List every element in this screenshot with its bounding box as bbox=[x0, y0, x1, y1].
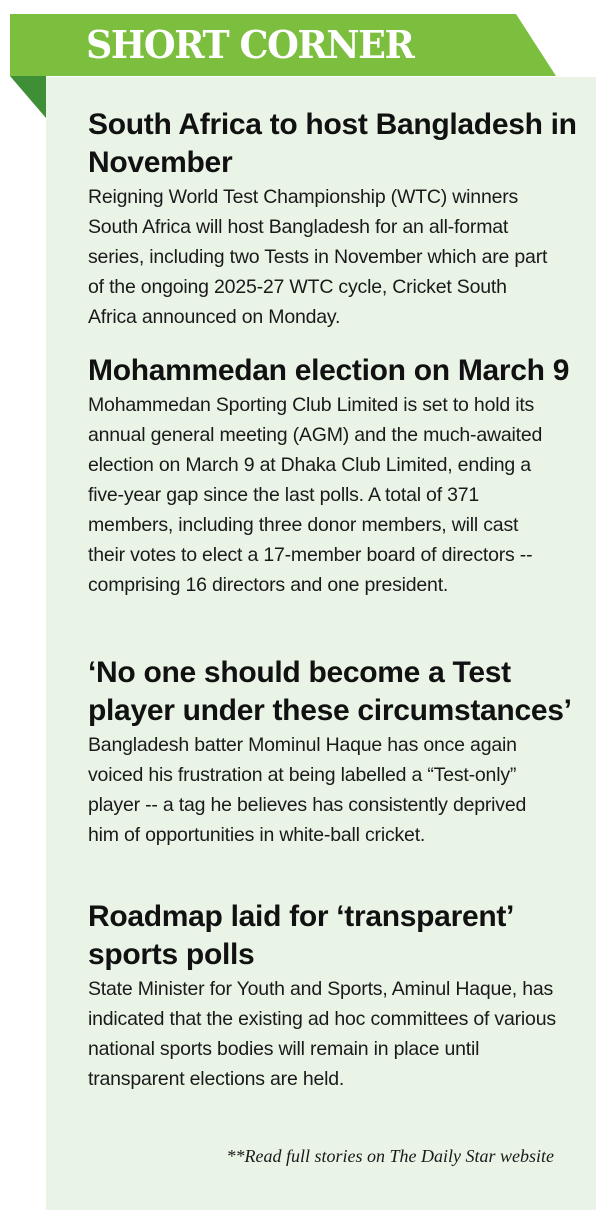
story-body: State Minister for Youth and Sports, Aminul Haque, has indicated that the existing ad hoc committees of various national sports bodies will remain in place until transparent elections are held. bbox=[88, 978, 556, 1090]
section-title: SHORT CORNER bbox=[86, 22, 414, 67]
story-south-africa-tour bbox=[88, 106, 578, 332]
story-mominul-test-player bbox=[88, 654, 578, 850]
story-body: Bangladesh batter Mominul Haque has once again voiced his frustration at being labelled a “Test-only” player -- a tag he believes has consistently deprived him of opportunities in white-ball cricket. bbox=[88, 734, 527, 846]
banner-fold bbox=[10, 76, 46, 118]
story-body: Reigning World Test Championship (WTC) winners South Africa will host Bangladesh for an all-format series, including two Tests in November which are part of the ongoing 2025-27 WTC cycle, Cricket South Africa announced on Monday. bbox=[88, 186, 548, 328]
story-sports-polls-roadmap bbox=[88, 898, 578, 1094]
story-headline: ‘No one should become a Test player under these circumstances’ bbox=[88, 656, 572, 727]
story-mohammedan-election bbox=[88, 352, 578, 600]
story-headline: Mohammedan election on March 9 bbox=[88, 354, 570, 387]
story-body: Mohammedan Sporting Club Limited is set to hold its annual general meeting (AGM) and the much-awaited election on March 9 at Dhaka Club Limited, ending a five-year gap since the last polls. A total of 371 members, including three donor members, will cast their votes to elect a 17-member board of directors -- comprising 16 directors and one president. bbox=[88, 394, 543, 596]
story-headline: Roadmap laid for ‘transparent’ sports polls bbox=[88, 900, 513, 971]
story-headline: South Africa to host Bangladesh in November bbox=[88, 108, 577, 179]
footnote: **Read full stories on The Daily Star website bbox=[226, 1146, 554, 1166]
